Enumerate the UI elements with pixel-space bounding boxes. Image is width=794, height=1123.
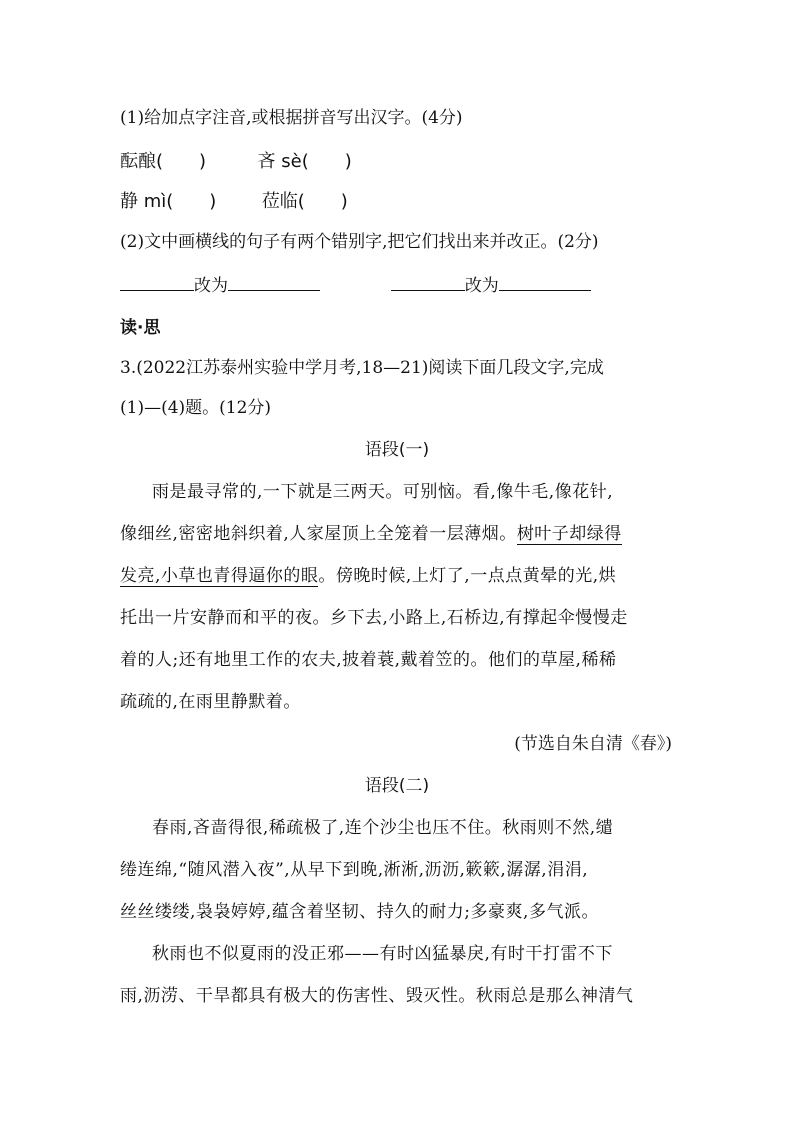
question-2-prompt: (2)文中画横线的句子有两个错别字,把它们找出来并改正。(2分)	[120, 232, 599, 252]
answer-blank[interactable]	[228, 272, 320, 291]
item-yunniang: 酝酿( )	[120, 151, 207, 172]
passage-line: 秋雨也不似夏雨的没正邪——有时凶猛暴戾,有时干打雷不下	[152, 944, 613, 964]
pinyin-row-1	[120, 150, 352, 174]
passage-line: 绻连绵,“随风潜入夜”,从早下到晚,淅淅,沥沥,簌簌,潺潺,涓涓,	[120, 860, 589, 880]
question-1-prompt: (1)给加点字注音,或根据拼音写出汉字。(4分)	[120, 108, 463, 128]
passage-line	[120, 564, 616, 588]
passage-1-title: 语段(一)	[364, 440, 430, 460]
passage-text: 像细丝,密密地斜织着,人家屋顶上全笼着一层薄烟。	[120, 524, 517, 544]
passage-line: 疏疏的,在雨里静默着。	[120, 692, 301, 712]
passage-text: 。傍晚时候,上灯了,一点点黄晕的光,烘	[318, 566, 617, 586]
passage-line: 托出一片安静而和平的夜。乡下去,小路上,石桥边,有撑起伞慢慢走	[120, 608, 628, 628]
passage-source: (节选自朱自清《春》)	[514, 734, 672, 754]
pinyin-row-2	[120, 190, 348, 214]
underlined-sentence: 发亮,小草也青得逼你的眼	[120, 566, 319, 586]
question-3-line-1: 3.(2022江苏泰州实验中学月考,18—21)阅读下面几段文字,完成	[120, 358, 604, 378]
answer-blank[interactable]	[391, 272, 465, 291]
answer-blank[interactable]	[120, 272, 194, 291]
change-to-label: 改为	[194, 276, 228, 296]
answer-blank[interactable]	[499, 272, 591, 291]
passage-2-title: 语段(二)	[364, 776, 430, 796]
underlined-sentence: 树叶子却绿得	[516, 524, 622, 544]
question-3-line-2: (1)—(4)题。(12分)	[120, 398, 272, 418]
change-to-label: 改为	[464, 276, 499, 296]
passage-line: 雨是最寻常的,一下就是三两天。可别恼。看,像牛毛,像花针,	[152, 482, 614, 502]
passage-line: 春雨,吝啬得很,稀疏极了,连个沙尘也压不住。秋雨则不然,缱	[152, 818, 614, 838]
item-linse: 吝 sè( )	[257, 151, 352, 172]
section-heading: 读·思	[120, 318, 161, 338]
answer-blanks-row	[120, 272, 591, 298]
passage-line: 着的人;还有地里工作的农夫,披着蓑,戴着笠的。他们的草屋,稀稀	[120, 650, 617, 670]
passage-line: 雨,沥涝、干旱都具有极大的伤害性、毁灭性。秋雨总是那么神清气	[120, 986, 634, 1006]
passage-line: 丝丝缕缕,袅袅婷婷,蕴含着坚韧、持久的耐力;多豪爽,多气派。	[120, 902, 599, 922]
passage-line	[120, 522, 622, 546]
item-lilin: 莅临( )	[261, 191, 348, 212]
item-jingmi: 静 mì( )	[120, 191, 217, 212]
